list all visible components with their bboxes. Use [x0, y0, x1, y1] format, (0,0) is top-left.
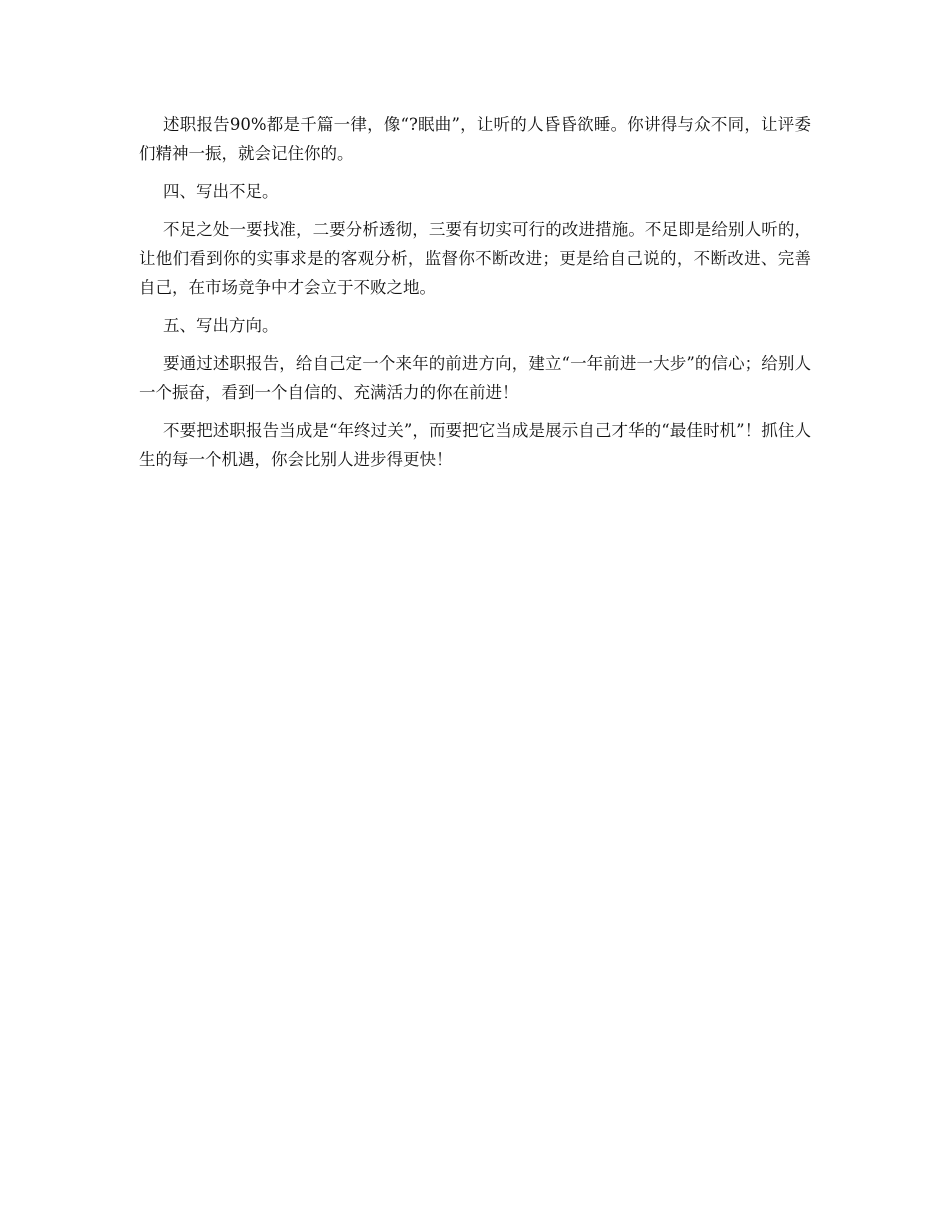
paragraph-direction: 要通过述职报告，给自己定一个来年的前进方向，建立“一年前进一大步”的信心；给别人一个振奋，看到一个自信的、充满活力的你在前进！	[139, 354, 811, 402]
paragraph-intro-conclusion: 述职报告90%都是千篇一律，像“?眠曲”，让听的人昏昏欲睡。你讲得与众不同，让评委们精神一振，就会记住你的。	[139, 115, 811, 163]
heading-shortcomings: 四、写出不足。	[163, 182, 279, 201]
heading-direction: 五、写出方向。	[163, 316, 279, 335]
paragraph-shortcomings: 不足之处一要找准，二要分析透彻，三要有切实可行的改进措施。不足即是给别人听的，让他们看到你的实事求是的客观分析，监督你不断改进；更是给自己说的，不断改进、完善自己，在市场竞争中才会立于不败之地。	[139, 220, 811, 297]
paragraph-closing: 不要把述职报告当成是“年终过关”，而要把它当成是展示自己才华的“最佳时机”！抓住人生的每一个机遇，你会比别人进步得更快！	[139, 421, 811, 469]
document-body	[139, 110, 811, 483]
